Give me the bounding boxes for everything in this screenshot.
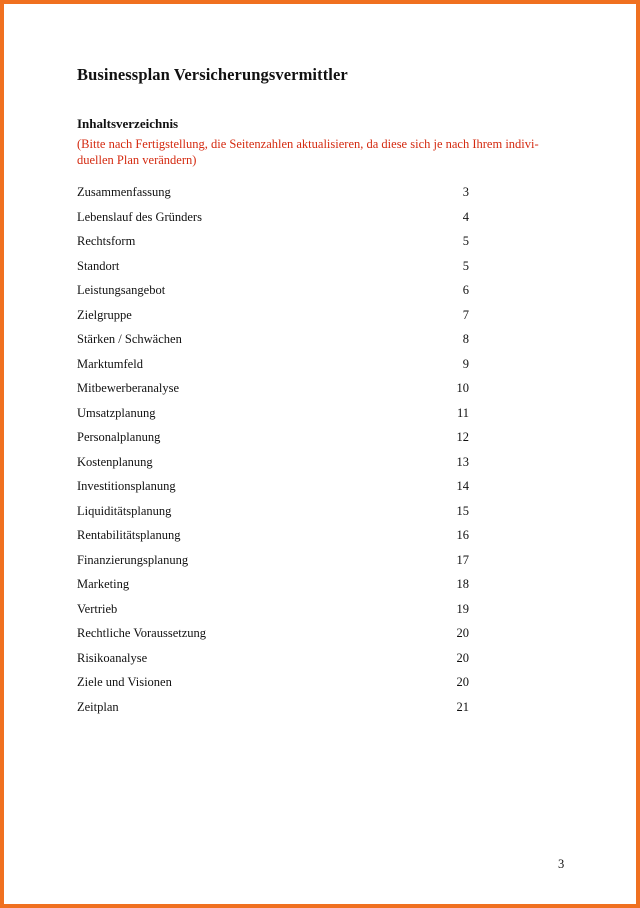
page-number: 3	[558, 857, 565, 871]
toc-entry	[77, 670, 477, 695]
toc-entry-page: 11	[456, 405, 469, 420]
toc-entry-label: Marketing	[77, 577, 130, 591]
toc-entry-label: Vertrieb	[77, 601, 118, 616]
toc-entry	[77, 548, 477, 573]
toc-entry	[77, 572, 477, 597]
toc-entry-label: Risikoanalyse	[77, 650, 148, 665]
toc-entry-label: Umsatzplanung	[77, 405, 156, 420]
toc-entry-label: Investitionsplanung	[77, 479, 176, 493]
toc-entry-page: 5	[462, 234, 469, 248]
toc-entry-page: 10	[456, 381, 469, 395]
toc-entry-page: 4	[462, 209, 469, 224]
toc-entry-label: Leistungsangebot	[77, 283, 166, 297]
update-page-numbers-note	[77, 137, 567, 168]
toc-entry-label: Stärken / Schwächen	[77, 332, 182, 346]
toc-entry	[77, 401, 477, 426]
toc-entry-label: Rechtsform	[77, 234, 136, 248]
toc-entry-page: 21	[456, 699, 469, 714]
toc-entry-page: 20	[456, 675, 469, 689]
toc-entry	[77, 205, 477, 230]
toc-entry-page: 5	[462, 258, 469, 273]
toc-entry-page: 9	[462, 356, 469, 371]
toc-heading: Inhaltsverzeichnis	[77, 116, 179, 131]
toc-entry	[77, 646, 477, 671]
toc-entry-label: Rechtliche Voraussetzung	[77, 626, 207, 640]
toc-entry	[77, 327, 477, 352]
toc-entry-label: Zielgruppe	[77, 307, 132, 322]
toc-entry-page: 17	[456, 552, 469, 567]
toc-entry	[77, 278, 477, 303]
toc-entry-page: 14	[456, 479, 469, 493]
toc-entry-label: Rentabilitätsplanung	[77, 528, 181, 542]
toc-entry-page: 3	[462, 185, 469, 199]
toc-entry-page: 13	[456, 454, 469, 469]
toc-entry-label: Zeitplan	[77, 699, 119, 714]
toc-entry	[77, 450, 477, 475]
toc-entry-label: Finanzierungsplanung	[77, 552, 189, 567]
toc-entry	[77, 254, 477, 279]
toc-entry	[77, 425, 477, 450]
toc-entry-label: Marktumfeld	[77, 356, 143, 371]
toc-entry-page: 7	[462, 307, 469, 322]
toc-entry	[77, 597, 477, 622]
toc-entry-page: 20	[456, 650, 469, 665]
toc-entry	[77, 180, 477, 205]
toc-entry-page: 12	[456, 430, 469, 444]
document-title: Businessplan Versicherungsvermittler	[77, 65, 348, 84]
note-line-2: duellen Plan verändern)	[77, 152, 197, 167]
toc-entry-page: 20	[456, 626, 469, 640]
toc-entry	[77, 695, 477, 720]
toc-entry-page: 19	[456, 601, 469, 616]
toc-entry	[77, 474, 477, 499]
toc-entry	[77, 376, 477, 401]
toc-entry	[77, 352, 477, 377]
toc-entry-page: 8	[462, 332, 469, 346]
toc-entry-label: Kostenplanung	[77, 454, 153, 469]
toc-entry-label: Personalplanung	[77, 430, 161, 444]
toc-entry-label: Standort	[77, 258, 120, 273]
toc-entry	[77, 499, 477, 524]
toc-entry-label: Liquiditätsplanung	[77, 503, 172, 518]
toc-entry-label: Mitbewerberanalyse	[77, 381, 180, 395]
table-of-contents	[77, 180, 477, 719]
note-line-1: (Bitte nach Fertigstellung, die Seitenzahlen aktualisieren, da diese sich je nach Ihrem indivi-	[77, 137, 539, 151]
toc-entry-page: 18	[456, 577, 469, 591]
toc-entry-page: 15	[456, 503, 469, 518]
toc-entry-label: Lebenslauf des Gründers	[77, 209, 202, 224]
toc-entry	[77, 523, 477, 548]
toc-entry	[77, 229, 477, 254]
toc-entry-label: Zusammenfassung	[77, 185, 171, 199]
toc-entry-label: Ziele und Visionen	[77, 675, 172, 689]
toc-entry-page: 6	[462, 283, 469, 297]
toc-entry	[77, 621, 477, 646]
toc-entry	[77, 303, 477, 328]
toc-entry-page: 16	[456, 528, 469, 542]
